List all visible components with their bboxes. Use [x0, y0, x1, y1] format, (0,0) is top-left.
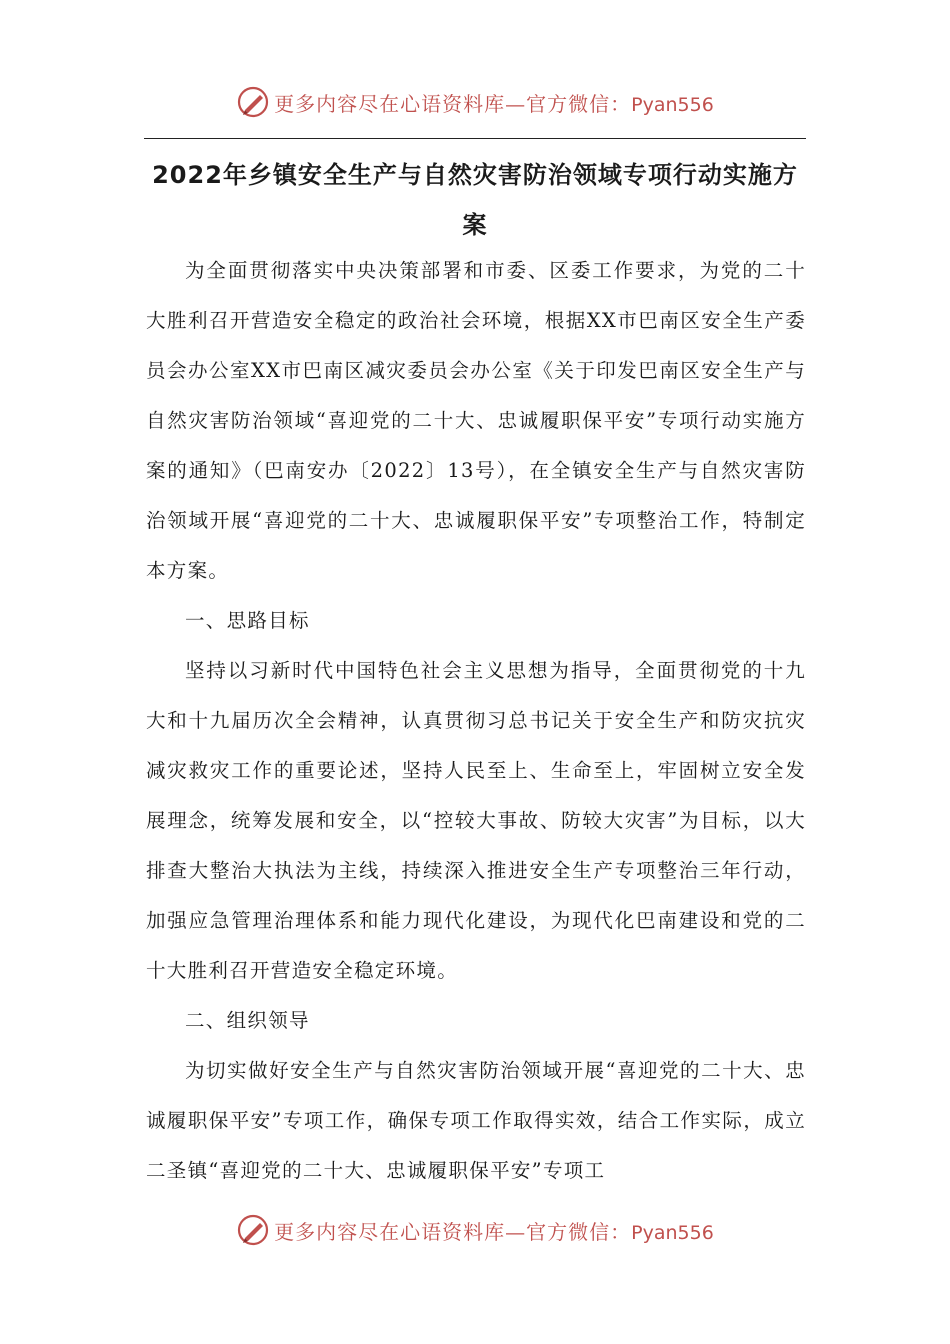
footer-watermark — [0, 1210, 950, 1250]
watermark-text: 更多内容尽在心语资料库—官方微信：Pyan556 — [274, 1219, 714, 1244]
pen-logo-icon — [236, 85, 270, 119]
document-title — [130, 150, 820, 250]
paragraph-organization: 为切实做好安全生产与自然灾害防治领域开展“喜迎党的二十大、忠诚履职保平安”专项工作，确保专项工作取得实效，结合工作实际，成立二圣镇“喜迎党的二十大、忠诚履职保平安”专项工 — [146, 1059, 806, 1182]
section-heading-2: 二、组织领导 — [185, 1009, 310, 1032]
paragraph-goals: 坚持以习新时代中国特色社会主义思想为指导，全面贯彻党的十九大和十九届历次全会精神，认真贯彻习总书记关于安全生产和防灾抗灾减灾救灾工作的重要论述，坚持人民至上、生命至上，牢固树立安全发展理念，统筹发展和安全，以“控较大事故、防较大灾害”为目标，以大排查大整治大执法为主线，持续深入推进安全生产专项整治三年行动，加强应急管理治理体系和能力现代化建设，为现代化巴南建设和党的二十大胜利召开营造安全稳定环境。 — [146, 659, 806, 982]
watermark-text: 更多内容尽在心语资料库—官方微信：Pyan556 — [274, 91, 714, 116]
section-heading-1: 一、思路目标 — [185, 609, 310, 632]
header-watermark — [0, 82, 950, 122]
title-line-1: 2022年乡镇安全生产与自然灾害防治领域专项行动实施方 — [152, 161, 798, 189]
pen-logo-icon — [236, 1213, 270, 1247]
header-rule — [144, 138, 806, 139]
document-body — [146, 246, 806, 1196]
paragraph-intro: 为全面贯彻落实中央决策部署和市委、区委工作要求，为党的二十大胜利召开营造安全稳定的政治社会环境，根据XX市巴南区安全生产委员会办公室XX市巴南区减灾委员会办公室《关于印发巴南区安全生产与自然灾害防治领域“喜迎党的二十大、忠诚履职保平安”专项行动实施方案的通知》（巴南安办〔2022〕13号），在全镇安全生产与自然灾害防治领域开展“喜迎党的二十大、忠诚履职保平安”专项整治工作，特制定本方案。 — [146, 259, 806, 582]
title-line-2: 案 — [462, 211, 488, 239]
